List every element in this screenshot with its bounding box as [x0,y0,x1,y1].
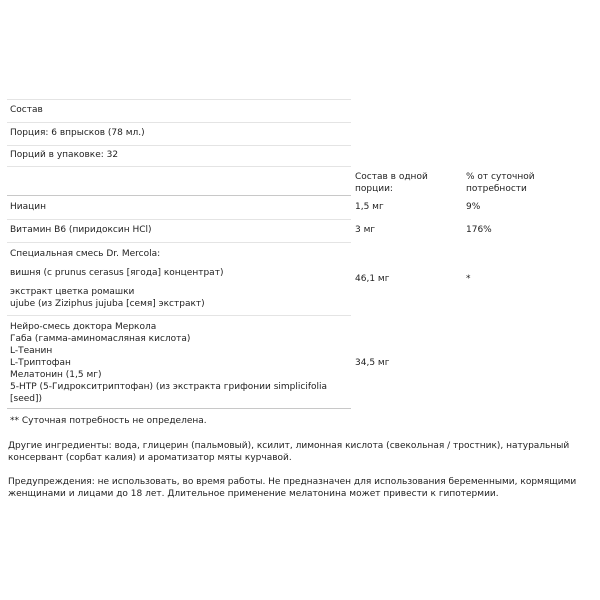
daily-value-column-header: % от суточной потребности [466,172,535,194]
divider [7,166,351,167]
blend-title: Специальная смесь Dr. Mercola: [10,249,161,259]
divider [7,219,351,220]
warnings: Предупреждения: не использовать, во время работы. Не предназначен для использования беременными, кормящими женщинами и лицами до 18 лет. Длительное применение мелатонина может привести к гипотермии. [8,477,577,499]
blend-amount: 46,1 мг [355,274,390,284]
nutrient-name: Витамин B6 (пиридоксин HCl) [10,225,152,235]
blend-ingredient: Мелатонин (1,5 мг) [10,370,102,380]
servings-per-container: Порций в упаковке: 32 [10,150,119,160]
divider [7,408,351,409]
divider [7,242,351,243]
nutrient-name: Ниацин [10,202,46,212]
blend-amount: 34,5 мг [355,358,390,368]
divider [7,122,351,123]
amount-column-header: Состав в одной порции: [355,172,428,194]
nutrient-daily-value: 176% [466,225,492,235]
divider [7,99,351,100]
other-ingredients: Другие ингредиенты: вода, глицерин (пальмовый), ксилит, лимонная кислота (свекольная / тростник), натуральный консервант (сорбат калия) и ароматизатор мяты курчавой. [8,441,570,463]
nutrient-daily-value: 9% [466,202,481,212]
divider [7,145,351,146]
blend-ingredient: экстракт цветка ромашки [10,287,135,297]
blend-ingredient: ujube (из Ziziphus jujuba [семя] экстракт) [10,299,205,309]
divider [7,195,351,196]
blend-daily-value: * [466,274,471,284]
blend-ingredient: L-Триптофан [10,358,71,368]
serving-size: Порция: 6 впрысков (78 мл.) [10,128,145,138]
footnote: ** Суточная потребность не определена. [10,416,207,426]
blend-ingredient: вишня (с prunus cerasus [ягода] концентрат) [10,268,224,278]
blend-title: Нейро-смесь доктора Меркола [10,322,157,332]
blend-ingredient: L-Теанин [10,346,53,356]
nutrient-amount: 1,5 мг [355,202,384,212]
nutrient-amount: 3 мг [355,225,376,235]
blend-ingredient: Габа (гамма-аминомасляная кислота) [10,334,191,344]
divider [7,315,351,316]
blend-ingredient: 5-HTP (5-Гидрокситриптофан) (из экстракта грифонии simplicifolia [10,382,328,392]
composition-heading: Состав [10,105,43,115]
blend-ingredient: [seed]) [10,394,43,404]
